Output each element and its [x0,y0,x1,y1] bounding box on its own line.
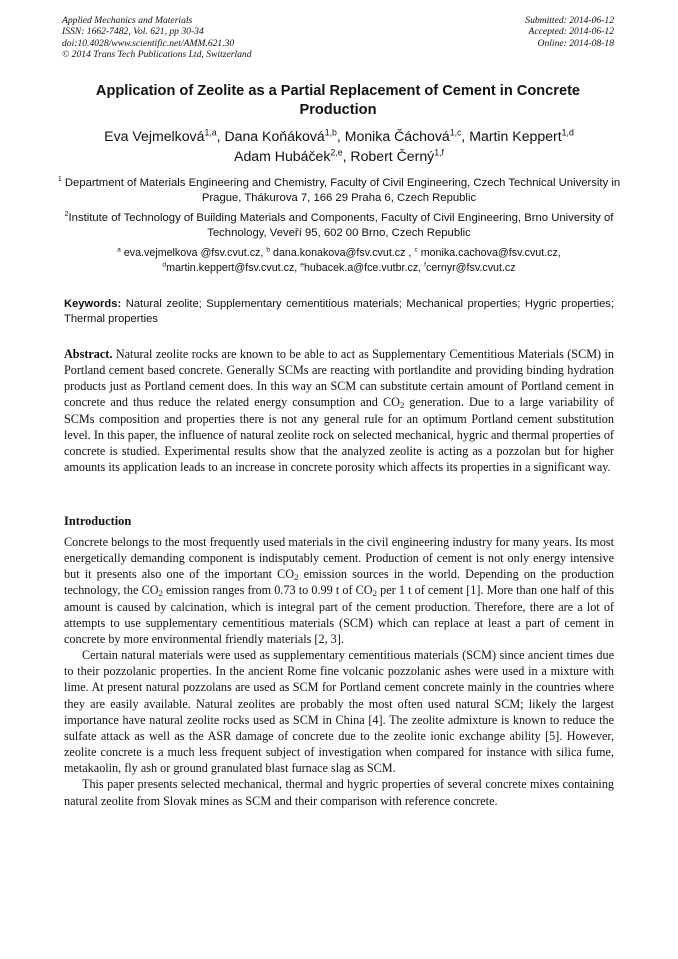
email-link[interactable]: eva.vejmelkova @fsv.cvut.cz, [123,247,264,259]
email-sup: f [424,260,426,268]
subscript: 2 [294,572,299,583]
author-affil-sup: 1,a [204,127,217,138]
journal-name: Applied Mechanics and Materials [62,15,193,26]
introduction-body [64,534,614,809]
affiliation-2 [52,211,626,241]
paper-title: Application of Zeolite as a Partial Replacement of Cement in Concrete Production [95,83,581,118]
email-sup: b [266,246,271,254]
author-name: Monika Čáchová [344,128,450,144]
online-date: Online: 2014-08-18 [537,37,614,49]
author-affil-sup: 1,f [434,146,444,157]
journal-header [62,15,252,61]
abstract-text: generation. Due to a large variability of SCMs composition and properties there is not any general rule for an optimum Portland cement substitution level. In this paper, the influence of natural zeolite rock on selected mechanical, hygric and thermal properties of concrete is studied. Experimental results show that the analyzed zeolite is acting as a pozzolan but for higher amounts its application leads to an increase in concrete porosity which affects its properties in a significant way. [64,395,614,475]
email-sup: d [162,260,167,268]
author-affil-sup: 1,d [561,127,574,138]
author [104,128,216,144]
email-link[interactable]: cernyr@fsv.cvut.cz [425,261,516,274]
author-affil-sup: 1,c [449,127,462,138]
author [350,148,444,164]
author [234,148,343,164]
paragraph-text: emission ranges from 0.73 to 0.99 t of CO [162,583,373,598]
affiliation-text: Institute of Technology of Building Materials and Components, Faculty of Civil Engineering, Brno University of Technology, Veveří 95, 602 00 Brno, Czech Republic [68,212,614,239]
author-name: Robert Černý [350,147,435,164]
email-link[interactable]: martin.keppert@fsv.cvut.cz, [166,261,298,274]
keywords-text: Natural zeolite; Supplementary cementitious materials; Mechanical properties; Hygric properties; Thermal properties [64,298,615,325]
affiliation-1 [52,176,626,206]
affiliation-sup: 1 [57,176,62,184]
email-sup: e [300,260,304,268]
accepted-date: Accepted: 2014-06-12 [528,26,614,38]
paragraph: This paper presents selected mechanical, thermal and hygric properties of several concrete mixes containing natural zeolite from Slovak mines as SCM and their comparison with reference concrete. [64,777,614,808]
author [224,128,336,144]
email-sup: a [117,246,121,254]
section-heading-introduction: Introduction [64,514,132,528]
author-name: Eva Vejmelková [104,128,205,144]
author-name: Adam Hubáček [234,147,331,164]
email-link[interactable]: monika.cachova@fsv.cvut.cz, [420,247,561,259]
email-link[interactable]: dana.konakova@fsv.cvut.cz , [273,247,412,259]
journal-copyright: © 2014 Trans Tech Publications Ltd, Switzerland [62,49,252,61]
abstract [64,346,614,475]
paragraph-text: emission sources in the world. Depending on the production technology, the CO [64,567,615,598]
email-list [52,246,626,275]
author [469,128,574,144]
affiliation-text: Department of Materials Engineering and Chemistry, Faculty of Civil Engineering, Czech Technical University in Prague, Thákurova 7, 166 29 Praha 6, Czech Republic [64,177,621,204]
author-name: Martin Keppert [469,128,562,144]
submitted-date: Submitted: 2014-06-12 [525,15,614,26]
paragraph [64,534,614,647]
subscript: 2 [158,588,163,599]
keywords-label: Keywords: [64,298,122,310]
subscript: 2 [372,588,377,599]
email-link[interactable]: hubacek.a@fce.vutbr.cz, [303,261,422,274]
abstract-text: Natural zeolite rocks are known to be able to act as Supplementary Cementitious Materials (SCM) in Portland cement based concrete. Generally SCMs are reacting with portlandite and providing binding hydration products just as Portland cement does. In this way an SCM can substitute certain amount of Portland cement in concrete and thus reduce the related energy consumption and CO [64,347,615,410]
subscript: 2 [399,400,405,411]
paragraph-text: per 1 t of cement [1]. More than one half of this amount is caused by calcination, which is integral part of the cement production. Therefore, there are a lot of attempts to use supplementary cementitious materials (SCM) which can replace at least a part of cement in concrete by more environmental friendly materials [2, 3]. [64,583,614,646]
author-name: Dana Koňáková [224,128,325,144]
author-affil-sup: 2,e [330,146,343,157]
paragraph: Certain natural materials were used as supplementary cementitious materials (SCM) since ancient times due to their pozzolanic properties. In the ancient Rome fine volcanic pozzolanic ashes were used in a mixture with lime. At present natural pozzolans are used as SCM for Portland cement concrete mainly in the countries where they are easily available. Natural zeolites are probably the most often used natural SCM; likely the largest importance have natural zeolite rocks used as SCM in China [4]. The zeolite admixture is known to reduce the sulfate attack as well as the ASR damage of concrete due to the zeolite ionic exchange ability [5]. However, zeolite concrete is a much less frequent subject of investigation when compared for instance with silica fume, metakaolin, fly ash or ground granulated blast furnace slag as SCM. [64,648,614,776]
affiliation-sup: 2 [64,211,69,219]
dates-header [525,15,614,49]
author-list: Eva Vejmelková$^{1,a}$, Dana Koňáková$^{1,b}$, Monika Čáchová$^{1,c}$, Martin Keppert$^{1,d}$ Adam Hubáček$^{2,e}$, Robert Černý$^{1,f}$ [104,127,574,164]
journal-doi: doi:10.4028/www.scientific.net/AMM.621.30 [62,37,235,49]
keywords [64,297,614,327]
paragraph-text: Concrete belongs to the most frequently used materials in the civil engineering industry for many years. Its most energetically demanding component is indisputably cement. Production of cement is not only energy intensive but it presents also one of the important CO [64,535,614,582]
journal-issn: ISSN: 1662-7482, Vol. 621, pp 30-34 [62,26,204,38]
abstract-label: Abstract. [64,347,113,361]
email-sup: c [414,246,418,254]
author-affil-sup: 1,b [324,127,337,138]
author [345,128,462,144]
